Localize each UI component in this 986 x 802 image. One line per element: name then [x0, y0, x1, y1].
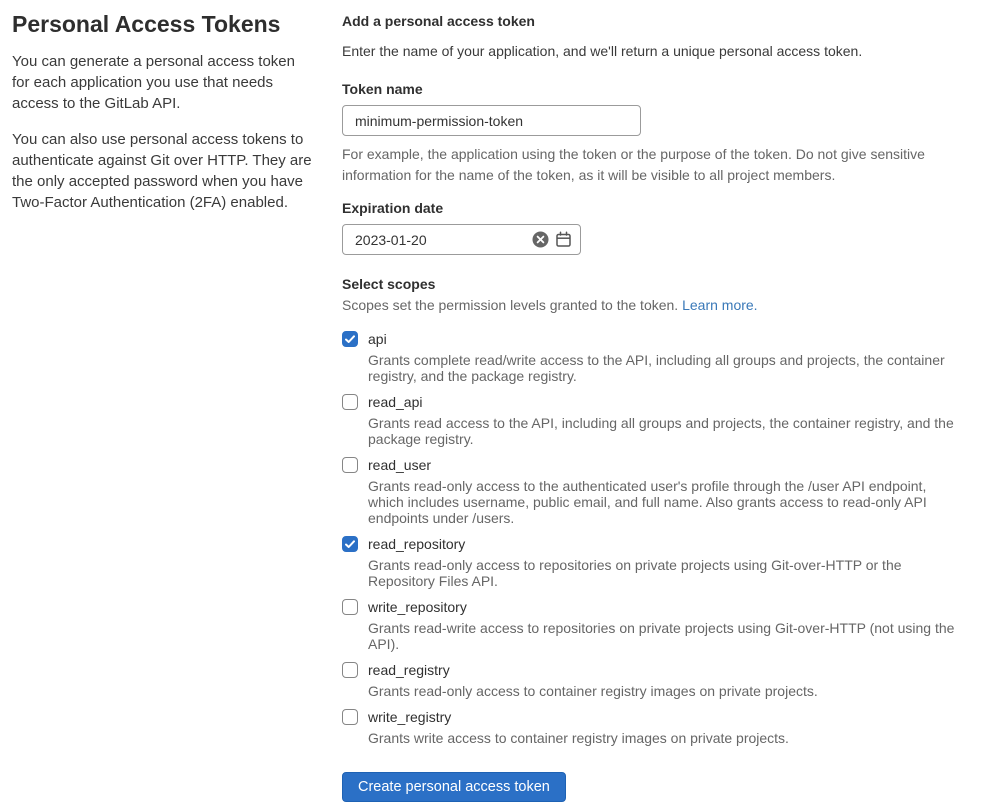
scope-item: [342, 597, 963, 652]
learn-more-link[interactable]: Learn more.: [682, 297, 758, 313]
scope-description: Grants read-only access to repositories on private projects using Git-over-HTTP or the Repository Files API.: [368, 557, 902, 589]
page-title: Personal Access Tokens: [12, 11, 281, 37]
scope-item: [342, 660, 963, 699]
scope-label[interactable]: write_registry: [368, 709, 452, 725]
scopes-help-text: Scopes set the permission levels granted to the token.: [342, 297, 683, 313]
scope-checkbox[interactable]: [342, 394, 358, 410]
intro-paragraph-2: You can also use personal access tokens to authenticate against Git over HTTP. They are the only accepted password when you have Two-Factor Authentication (2FA) enabled.: [12, 131, 312, 211]
scope-description: Grants write access to container registry images on private projects.: [368, 730, 789, 746]
scope-row: [342, 392, 963, 412]
scope-label[interactable]: read_registry: [368, 662, 450, 678]
create-token-button[interactable]: Create personal access token: [342, 772, 566, 802]
scope-description: Grants complete read/write access to the API, including all groups and projects, the container registry, and the package registry.: [368, 352, 945, 384]
scope-label[interactable]: read_repository: [368, 536, 466, 552]
calendar-picker-button[interactable]: [555, 231, 572, 248]
token-name-input[interactable]: [342, 105, 641, 136]
scope-item: [342, 392, 963, 447]
scope-item: [342, 707, 963, 746]
calendar-icon: [555, 231, 572, 248]
token-form: [342, 0, 986, 802]
scope-checkbox[interactable]: [342, 599, 358, 615]
intro-paragraph-1: You can generate a personal access token for each application you use that needs access to the GitLab API.: [12, 53, 295, 112]
settings-description-column: [0, 0, 342, 228]
scope-item: [342, 534, 963, 589]
select-scopes-label: Select scopes: [342, 276, 436, 292]
scope-item: [342, 329, 963, 384]
check-icon: [345, 335, 355, 344]
scope-checkbox[interactable]: [342, 331, 358, 347]
scope-row: [342, 455, 963, 475]
circle-x-icon: [532, 231, 549, 248]
scope-description: Grants read-write access to repositories on private projects using Git-over-HTTP (not using the API).: [368, 620, 955, 652]
token-name-label: Token name: [342, 81, 423, 97]
scope-description: Grants read-only access to container registry images on private projects.: [368, 683, 818, 699]
scope-checkbox[interactable]: [342, 457, 358, 473]
scope-row: [342, 329, 963, 349]
scope-label[interactable]: api: [368, 331, 387, 347]
clear-date-button[interactable]: [532, 231, 549, 248]
check-icon: [345, 540, 355, 549]
scope-label[interactable]: write_repository: [368, 599, 467, 615]
scope-checkbox[interactable]: [342, 536, 358, 552]
scopes-list: [342, 329, 963, 746]
form-description: Enter the name of your application, and we'll return a unique personal access token.: [342, 43, 863, 59]
scope-row: [342, 707, 963, 727]
scope-row: [342, 597, 963, 617]
expiration-date-label: Expiration date: [342, 200, 444, 216]
scope-item: [342, 455, 963, 526]
scope-description: Grants read-only access to the authenticated user's profile through the /user API endpoint, which includes username, public email, and full name. Also grants access to read-only API endpoints under /users.: [368, 478, 927, 526]
expiration-date-input[interactable]: [343, 225, 526, 254]
scope-checkbox[interactable]: [342, 709, 358, 725]
scope-row: [342, 534, 963, 554]
scope-checkbox[interactable]: [342, 662, 358, 678]
scope-label[interactable]: read_api: [368, 394, 423, 410]
scope-description: Grants read access to the API, including all groups and projects, the container registry, and the package registry.: [368, 415, 954, 447]
scope-row: [342, 660, 963, 680]
expiration-date-field[interactable]: [342, 224, 581, 255]
token-name-help: For example, the application using the token or the purpose of the token. Do not give sensitive information for the name of the token, as it will be visible to all project members.: [342, 146, 925, 183]
form-heading: Add a personal access token: [342, 13, 535, 29]
scopes-help: [342, 296, 963, 315]
scope-label[interactable]: read_user: [368, 457, 432, 473]
